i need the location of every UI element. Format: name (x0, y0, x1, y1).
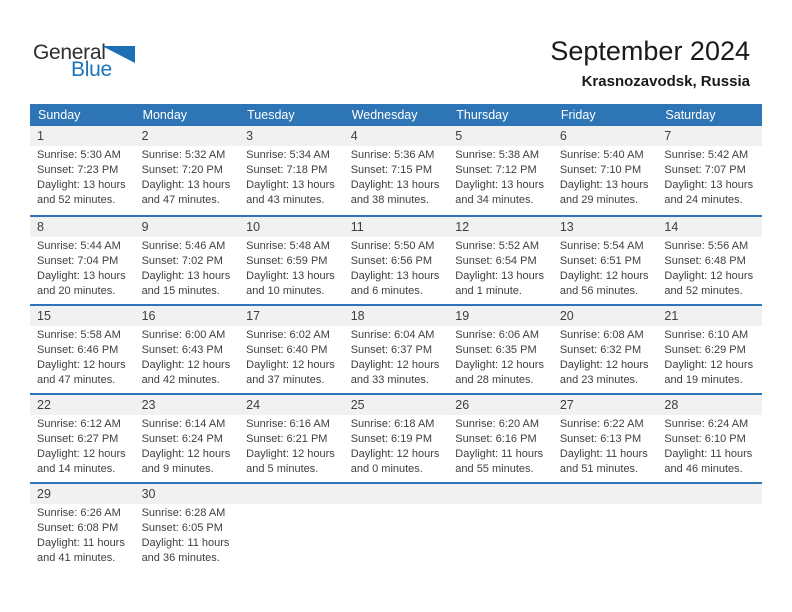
calendar-table (30, 104, 762, 571)
daylight-text-line1: Daylight: 11 hours (455, 448, 544, 460)
day-cell (239, 306, 344, 393)
location-subtitle: Krasnozavodsk, Russia (581, 73, 750, 90)
sunset-text: Sunset: 6:24 PM (141, 433, 223, 445)
sunset-text: Sunset: 6:35 PM (455, 344, 537, 356)
daylight-text-line2: and 19 minutes. (664, 374, 743, 386)
daylight-text-line2: and 10 minutes. (246, 285, 325, 297)
sunset-text: Sunset: 6:54 PM (455, 255, 537, 267)
daylight-text-line2: and 33 minutes. (350, 374, 429, 386)
week-row (30, 393, 762, 482)
day-details (448, 237, 553, 299)
sunset-text: Sunset: 7:20 PM (141, 164, 223, 176)
sunrise-text: Sunrise: 6:12 AM (37, 418, 121, 430)
day-details (448, 146, 553, 208)
daylight-text-line1: Daylight: 12 hours (559, 270, 649, 282)
daylight-text-line2: and 6 minutes. (350, 285, 423, 297)
daylight-text-line2: and 1 minute. (455, 285, 522, 297)
day-cell (448, 217, 553, 304)
day-cell (344, 395, 449, 482)
sunset-text: Sunset: 6:40 PM (246, 344, 328, 356)
day-number: 24 (239, 395, 344, 415)
weekday-header-tuesday: Tuesday (247, 108, 295, 122)
daylight-text-line2: and 55 minutes. (455, 463, 534, 475)
header-titles (550, 36, 750, 90)
sunset-text: Sunset: 7:10 PM (559, 164, 642, 176)
sunrise-text: Sunrise: 5:58 AM (37, 329, 121, 341)
day-number: 2 (135, 126, 240, 146)
daylight-text-line1: Daylight: 11 hours (141, 537, 230, 549)
daylight-text-line2: and 0 minutes. (350, 463, 423, 475)
day-details (239, 504, 344, 506)
day-details (344, 504, 449, 506)
day-number: 9 (135, 217, 240, 237)
day-number: 26 (448, 395, 553, 415)
daylight-text-line2: and 43 minutes. (246, 194, 325, 206)
sunrise-text: Sunrise: 5:32 AM (141, 149, 226, 161)
sunrise-text: Sunrise: 6:20 AM (455, 418, 540, 430)
sunrise-text: Sunrise: 6:26 AM (37, 507, 121, 519)
day-cell (135, 306, 240, 393)
sunset-text: Sunset: 7:23 PM (37, 164, 119, 176)
logo-text-general: General (33, 41, 106, 64)
sunset-text: Sunset: 6:16 PM (455, 433, 537, 445)
daylight-text-line2: and 38 minutes. (350, 194, 429, 206)
daylight-text-line1: Daylight: 13 hours (141, 179, 231, 191)
day-number: 8 (30, 217, 135, 237)
day-details (239, 415, 344, 477)
day-number: 7 (657, 126, 762, 146)
sunset-text: Sunset: 6:21 PM (246, 433, 328, 445)
daylight-text-line1: Daylight: 13 hours (37, 179, 126, 191)
day-details (657, 326, 762, 388)
day-number: 12 (448, 217, 553, 237)
sunset-text: Sunset: 7:12 PM (455, 164, 537, 176)
daylight-text-line1: Daylight: 12 hours (141, 448, 231, 460)
daylight-text-line1: Daylight: 13 hours (350, 179, 440, 191)
week-row (30, 482, 762, 571)
daylight-text-line2: and 24 minutes. (664, 194, 743, 206)
week-row (30, 126, 762, 215)
day-number: 15 (30, 306, 135, 326)
calendar-body (30, 126, 762, 571)
daylight-text-line1: Daylight: 12 hours (559, 359, 649, 371)
day-details (135, 326, 240, 388)
sunrise-text: Sunrise: 6:04 AM (350, 329, 435, 341)
day-details (553, 326, 658, 388)
day-details (657, 237, 762, 299)
day-cell (448, 484, 553, 571)
day-details (135, 504, 240, 566)
sunset-text: Sunset: 6:48 PM (664, 255, 746, 267)
day-cell (657, 126, 762, 215)
day-number: 22 (30, 395, 135, 415)
sunrise-text: Sunrise: 5:52 AM (455, 240, 540, 252)
day-cell (344, 126, 449, 215)
day-details (448, 326, 553, 388)
day-number (657, 484, 762, 504)
day-number: 16 (135, 306, 240, 326)
day-number: 21 (657, 306, 762, 326)
weekday-header-saturday: Saturday (665, 108, 716, 122)
day-number: 6 (553, 126, 658, 146)
sunset-text: Sunset: 6:43 PM (141, 344, 223, 356)
sunset-text: Sunset: 6:19 PM (350, 433, 433, 445)
sunset-text: Sunset: 6:56 PM (350, 255, 433, 267)
day-details (448, 504, 553, 506)
day-cell (553, 217, 658, 304)
day-details (30, 237, 135, 299)
sunrise-text: Sunrise: 6:16 AM (246, 418, 330, 430)
day-details (553, 237, 658, 299)
weekday-header-sunday: Sunday (38, 108, 81, 122)
sunset-text: Sunset: 6:32 PM (559, 344, 642, 356)
weekday-header-row (30, 104, 762, 126)
day-cell (135, 126, 240, 215)
week-row (30, 304, 762, 393)
day-cell (135, 217, 240, 304)
day-number: 17 (239, 306, 344, 326)
sunset-text: Sunset: 6:37 PM (350, 344, 433, 356)
page-title: September 2024 (550, 36, 750, 66)
day-details (344, 415, 449, 477)
sunset-text: Sunset: 7:04 PM (37, 255, 119, 267)
daylight-text-line1: Daylight: 13 hours (664, 179, 754, 191)
daylight-text-line1: Daylight: 12 hours (664, 359, 754, 371)
sunrise-text: Sunrise: 5:46 AM (141, 240, 226, 252)
day-details (553, 146, 658, 208)
sunrise-text: Sunrise: 6:14 AM (141, 418, 226, 430)
day-number (344, 484, 449, 504)
daylight-text-line2: and 5 minutes. (246, 463, 319, 475)
sunset-text: Sunset: 7:07 PM (664, 164, 746, 176)
sunrise-text: Sunrise: 5:48 AM (246, 240, 330, 252)
sunset-text: Sunset: 6:51 PM (559, 255, 642, 267)
sunset-text: Sunset: 6:08 PM (37, 522, 119, 534)
sunrise-text: Sunrise: 5:40 AM (559, 149, 644, 161)
daylight-text-line2: and 20 minutes. (37, 285, 116, 297)
day-number: 30 (135, 484, 240, 504)
day-cell (30, 395, 135, 482)
day-details (344, 326, 449, 388)
daylight-text-line1: Daylight: 13 hours (141, 270, 231, 282)
day-cell (657, 306, 762, 393)
daylight-text-line1: Daylight: 12 hours (141, 359, 231, 371)
day-cell (657, 217, 762, 304)
day-number: 4 (344, 126, 449, 146)
daylight-text-line1: Daylight: 11 hours (559, 448, 648, 460)
day-cell (344, 217, 449, 304)
general-blue-logo (33, 42, 143, 87)
day-cell (30, 306, 135, 393)
daylight-text-line2: and 15 minutes. (141, 285, 220, 297)
daylight-text-line1: Daylight: 13 hours (455, 179, 544, 191)
sunset-text: Sunset: 7:15 PM (350, 164, 433, 176)
daylight-text-line2: and 47 minutes. (37, 374, 116, 386)
day-number: 10 (239, 217, 344, 237)
sunset-text: Sunset: 7:18 PM (246, 164, 328, 176)
day-cell (553, 126, 658, 215)
daylight-text-line1: Daylight: 11 hours (37, 537, 125, 549)
day-details (239, 326, 344, 388)
sunset-text: Sunset: 6:46 PM (37, 344, 119, 356)
day-cell (657, 395, 762, 482)
day-number: 11 (344, 217, 449, 237)
day-number: 20 (553, 306, 658, 326)
day-number: 1 (30, 126, 135, 146)
day-cell (239, 484, 344, 571)
day-number: 3 (239, 126, 344, 146)
day-cell (553, 306, 658, 393)
daylight-text-line2: and 29 minutes. (559, 194, 639, 206)
day-details (135, 146, 240, 208)
daylight-text-line1: Daylight: 11 hours (664, 448, 753, 460)
day-cell (553, 484, 658, 571)
day-details (448, 415, 553, 477)
day-details (553, 415, 658, 477)
daylight-text-line2: and 36 minutes. (141, 552, 220, 564)
sunrise-text: Sunrise: 5:34 AM (246, 149, 330, 161)
day-details (657, 146, 762, 208)
day-details (657, 415, 762, 477)
daylight-text-line1: Daylight: 13 hours (246, 179, 335, 191)
sunrise-text: Sunrise: 6:24 AM (664, 418, 749, 430)
daylight-text-line1: Daylight: 12 hours (664, 270, 754, 282)
day-cell (553, 395, 658, 482)
day-number (239, 484, 344, 504)
daylight-text-line2: and 42 minutes. (141, 374, 220, 386)
day-cell (657, 484, 762, 571)
day-number: 13 (553, 217, 658, 237)
sunrise-text: Sunrise: 5:54 AM (559, 240, 644, 252)
daylight-text-line2: and 23 minutes. (559, 374, 639, 386)
weekday-header-thursday: Thursday (456, 108, 509, 122)
day-number: 18 (344, 306, 449, 326)
day-cell (30, 126, 135, 215)
sunrise-text: Sunrise: 5:56 AM (664, 240, 749, 252)
sunrise-text: Sunrise: 6:22 AM (559, 418, 644, 430)
day-number: 19 (448, 306, 553, 326)
sunrise-text: Sunrise: 6:18 AM (350, 418, 435, 430)
day-details (239, 237, 344, 299)
sunrise-text: Sunrise: 5:50 AM (350, 240, 435, 252)
sunrise-text: Sunrise: 5:30 AM (37, 149, 121, 161)
day-details (30, 146, 135, 208)
day-details (135, 237, 240, 299)
sunset-text: Sunset: 6:59 PM (246, 255, 328, 267)
sunset-text: Sunset: 6:13 PM (559, 433, 642, 445)
sunset-text: Sunset: 6:27 PM (37, 433, 119, 445)
sunset-text: Sunset: 7:02 PM (141, 255, 223, 267)
daylight-text-line2: and 41 minutes. (37, 552, 116, 564)
weekday-header-wednesday: Wednesday (351, 108, 418, 122)
day-cell (344, 306, 449, 393)
sunrise-text: Sunrise: 5:44 AM (37, 240, 121, 252)
day-number (553, 484, 658, 504)
sunrise-text: Sunrise: 5:42 AM (664, 149, 749, 161)
daylight-text-line1: Daylight: 13 hours (37, 270, 126, 282)
day-details (30, 326, 135, 388)
daylight-text-line2: and 14 minutes. (37, 463, 116, 475)
day-number: 28 (657, 395, 762, 415)
day-cell (135, 484, 240, 571)
weekday-header-monday: Monday (142, 108, 188, 122)
daylight-text-line2: and 56 minutes. (559, 285, 639, 297)
day-details (30, 415, 135, 477)
sunset-text: Sunset: 6:10 PM (664, 433, 746, 445)
daylight-text-line1: Daylight: 12 hours (350, 448, 440, 460)
day-details (239, 146, 344, 208)
daylight-text-line1: Daylight: 12 hours (37, 448, 126, 460)
sunset-text: Sunset: 6:05 PM (141, 522, 223, 534)
logo-text-blue: Blue (71, 58, 112, 81)
week-row (30, 215, 762, 304)
daylight-text-line2: and 52 minutes. (37, 194, 116, 206)
daylight-text-line2: and 46 minutes. (664, 463, 743, 475)
day-details (135, 415, 240, 477)
day-cell (30, 217, 135, 304)
day-cell (344, 484, 449, 571)
sunrise-text: Sunrise: 6:08 AM (559, 329, 644, 341)
daylight-text-line1: Daylight: 13 hours (559, 179, 649, 191)
daylight-text-line1: Daylight: 12 hours (350, 359, 440, 371)
day-details (553, 504, 658, 506)
day-details (344, 146, 449, 208)
day-cell (135, 395, 240, 482)
sunrise-text: Sunrise: 5:36 AM (350, 149, 435, 161)
day-number: 27 (553, 395, 658, 415)
daylight-text-line2: and 47 minutes. (141, 194, 220, 206)
daylight-text-line2: and 51 minutes. (559, 463, 639, 475)
day-details (344, 237, 449, 299)
day-cell (239, 126, 344, 215)
day-cell (239, 217, 344, 304)
day-details (30, 504, 135, 566)
sunrise-text: Sunrise: 6:10 AM (664, 329, 749, 341)
day-number: 25 (344, 395, 449, 415)
daylight-text-line2: and 52 minutes. (664, 285, 743, 297)
daylight-text-line1: Daylight: 12 hours (37, 359, 126, 371)
weekday-header-friday: Friday (560, 108, 596, 122)
daylight-text-line1: Daylight: 13 hours (350, 270, 440, 282)
daylight-text-line1: Daylight: 12 hours (246, 359, 335, 371)
sunrise-text: Sunrise: 6:02 AM (246, 329, 330, 341)
sunrise-text: Sunrise: 6:28 AM (141, 507, 226, 519)
day-number (448, 484, 553, 504)
daylight-text-line2: and 28 minutes. (455, 374, 534, 386)
day-number: 14 (657, 217, 762, 237)
sunrise-text: Sunrise: 6:00 AM (141, 329, 226, 341)
day-cell (448, 306, 553, 393)
sunrise-text: Sunrise: 6:06 AM (455, 329, 540, 341)
day-number: 5 (448, 126, 553, 146)
daylight-text-line2: and 34 minutes. (455, 194, 534, 206)
day-cell (448, 395, 553, 482)
daylight-text-line2: and 9 minutes. (141, 463, 214, 475)
daylight-text-line1: Daylight: 12 hours (455, 359, 544, 371)
day-number: 23 (135, 395, 240, 415)
daylight-text-line1: Daylight: 13 hours (455, 270, 544, 282)
daylight-text-line2: and 37 minutes. (246, 374, 325, 386)
day-details (657, 504, 762, 506)
day-number: 29 (30, 484, 135, 504)
daylight-text-line1: Daylight: 13 hours (246, 270, 335, 282)
day-cell (30, 484, 135, 571)
sunset-text: Sunset: 6:29 PM (664, 344, 746, 356)
sunrise-text: Sunrise: 5:38 AM (455, 149, 540, 161)
daylight-text-line1: Daylight: 12 hours (246, 448, 335, 460)
day-cell (448, 126, 553, 215)
day-cell (239, 395, 344, 482)
